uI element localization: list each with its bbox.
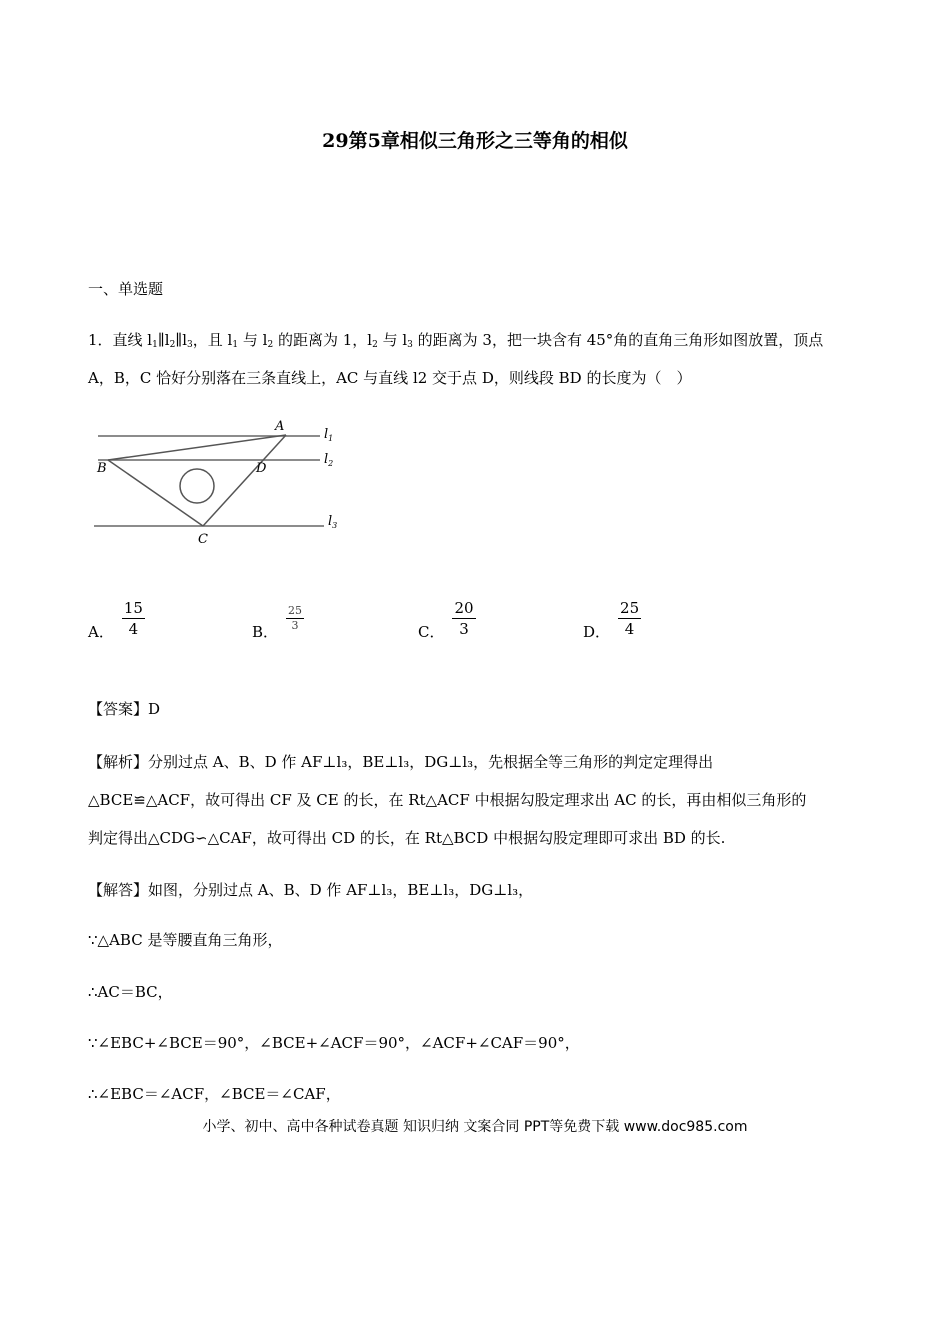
option-c-numerator: 20 [454, 599, 474, 617]
option-a[interactable] [88, 595, 145, 642]
analysis-line-1: 【解析】分别过点 A、B、D 作 AF⊥l₃，BE⊥l₃，DG⊥l₃，先根据全等三角形的判定定理得出 [88, 753, 714, 771]
option-b-label: B． [252, 623, 279, 641]
page-title: 29第5章相似三角形之三等角的相似 [322, 130, 628, 152]
question-line-2: A，B，C 恰好分别落在三条直线上，AC 与直线 l2 交于点 D，则线段 BD 的长度为（ ） [88, 369, 692, 387]
side-bc [108, 460, 203, 526]
option-b-denominator: 3 [291, 619, 299, 632]
option-d-fraction [618, 598, 641, 639]
option-d-denominator: 4 [624, 620, 635, 638]
option-c-denominator: 3 [459, 620, 469, 638]
side-ac [203, 435, 286, 526]
label-d: D [256, 461, 267, 476]
solution-line-3: ∴AC＝BC， [88, 983, 173, 1001]
q-sub: 3 [187, 340, 193, 350]
triangle-figure [88, 415, 358, 550]
question-line-1 [88, 329, 823, 350]
solution-line-5: ∴∠EBC＝∠ACF，∠BCE＝∠CAF， [88, 1085, 341, 1103]
q-sub: 2 [267, 340, 274, 350]
option-d-label: D． [583, 623, 611, 641]
label-l2-main: l [324, 452, 329, 467]
label-l2 [324, 452, 333, 468]
option-d-numerator: 25 [620, 599, 640, 617]
option-b[interactable] [252, 595, 304, 642]
q-sub: 1 [152, 340, 158, 350]
label-l1 [324, 427, 333, 443]
q-sub: 2 [372, 340, 378, 350]
label-l2-sub: 2 [328, 459, 334, 468]
label-b: B [97, 461, 107, 476]
q-text: 的距离为 1，l [273, 331, 373, 349]
label-l3-main: l [328, 514, 333, 529]
q-text: 的距离为 3，把一块含有 45°角的直角三角形如图放置，顶点 [412, 331, 824, 349]
option-b-fraction [286, 604, 304, 633]
option-c[interactable] [418, 595, 476, 642]
q-sub: 3 [407, 340, 413, 350]
q-text: 1．直线 l [88, 331, 153, 349]
label-c: C [198, 532, 208, 547]
option-a-numerator: 15 [123, 599, 143, 617]
q-text: 与 l [238, 331, 268, 349]
q-sub: 1 [232, 340, 239, 350]
option-a-label: A． [88, 623, 114, 641]
label-l3-sub: 3 [332, 521, 338, 530]
option-a-denominator: 4 [128, 620, 139, 638]
label-l1-sub: 1 [328, 434, 334, 443]
solution-line-2: ∵△ABC 是等腰直角三角形， [88, 931, 283, 949]
footer-text: 小学、初中、高中各种试卷真题 知识归纳 文案合同 PPT等免费下载 www.doc985.com [202, 1119, 748, 1135]
solution-line-1: 【解答】如图，分别过点 A、B、D 作 AF⊥l₃，BE⊥l₃，DG⊥l₃， [88, 881, 534, 899]
section-heading: 一、单选题 [88, 280, 164, 298]
solution-line-4: ∵∠EBC+∠BCE＝90°，∠BCE+∠ACF＝90°，∠ACF+∠CAF＝90°， [88, 1034, 580, 1052]
option-c-fraction [452, 598, 475, 639]
option-b-numerator: 25 [288, 604, 303, 617]
option-a-fraction [122, 598, 145, 639]
side-ab [108, 435, 286, 460]
label-l3 [328, 514, 337, 530]
q-sub: 2 [169, 340, 176, 350]
q-text: ∥l [157, 331, 170, 349]
answer-line: 【答案】D [88, 700, 161, 718]
label-a: A [275, 419, 285, 434]
analysis-line-2: △BCE≌△ACF，故可得出 CF 及 CE 的长，在 Rt△ACF 中根据勾股定理求出 AC 的长，再由相似三角形的 [88, 791, 807, 809]
q-text: 与 l [377, 331, 408, 349]
label-l1-main: l [324, 427, 329, 442]
q-text: ，且 l [192, 331, 233, 349]
option-d[interactable] [583, 595, 641, 642]
q-text: ∥l [175, 331, 188, 349]
option-c-label: C． [418, 623, 445, 641]
triangle-hole [180, 469, 214, 503]
analysis-line-3: 判定得出△CDG∽△CAF，故可得出 CD 的长，在 Rt△BCD 中根据勾股定理即可求出 BD 的长. [88, 829, 726, 847]
